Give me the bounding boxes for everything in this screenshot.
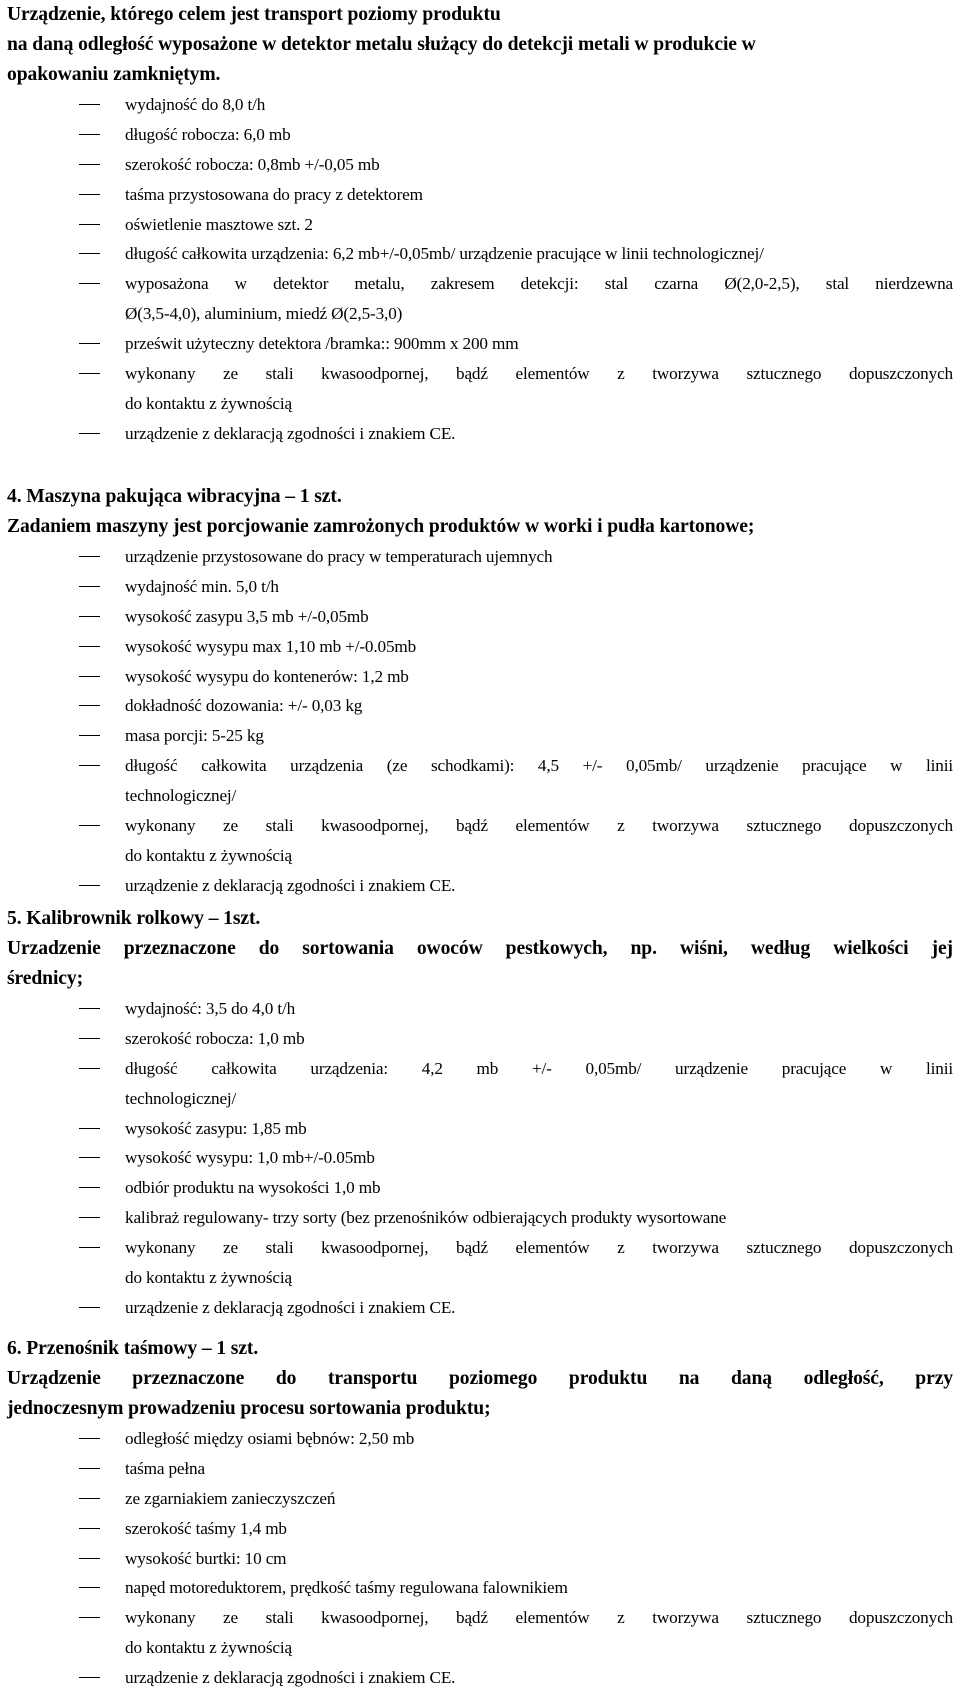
dash-bullet-icon [79,1558,100,1559]
list-item [7,1603,953,1663]
dash-bullet-icon [79,1307,100,1308]
dash-bullet-icon [79,616,100,617]
list-item [7,1663,953,1693]
dash-bullet-icon [79,194,100,195]
list-item [7,1114,953,1144]
dash-bullet-icon [79,1587,100,1588]
dash-bullet-icon [79,1468,100,1469]
section-description: Urzadzenie przeznaczone do sortowania owoców pestkowych, np. wiśni, według wielkości jej [7,938,953,959]
dash-bullet-icon [79,825,100,826]
dash-bullet-icon [79,1528,100,1529]
list-item [7,751,953,811]
intro-line: Urządzenie, którego celem jest transport poziomy produktu [7,4,501,25]
dash-bullet-icon [79,1157,100,1158]
list-item-text: wykonany ze stali kwasoodpornej, bądź elementów z tworzywa sztucznego dopuszczonych [125,1608,953,1628]
section-6 [7,1334,953,1693]
list-item-text: technologicznej/ [125,786,237,806]
list-item-text: taśma przystosowana do pracy z detektorem [125,184,423,204]
list-item-text: urządzenie przystosowane do pracy w temperaturach ujemnych [125,547,553,566]
list-item [7,329,953,359]
section-list [7,542,953,901]
section-heading: 6. Przenośnik taśmowy – 1 szt. [7,1338,259,1359]
dash-bullet-icon [79,373,100,374]
list-item-text: wykonany ze stali kwasoodpornej, bądź elementów z tworzywa sztucznego dopuszczonych [125,364,953,384]
list-item [7,359,953,419]
list-item-text: wyposażona w detektor metalu, zakresem detekcji: stal czarna Ø(2,0-2,5), stal nierdzewna [125,274,953,294]
list-item [7,1573,953,1603]
list-item [7,1454,953,1484]
list-item-text: wykonany ze stali kwasoodpornej, bądź elementów z tworzywa sztucznego dopuszczonych [125,816,953,836]
list-item [7,180,953,210]
list-item-text: szerokość robocza: 1,0 mb [125,1028,305,1048]
dash-bullet-icon [79,433,100,434]
list-item-text: Ø(3,5-4,0), aluminium, miedź Ø(2,5-3,0) [125,304,403,324]
list-item-text: taśma pełna [125,1458,205,1478]
intro-list [7,90,953,449]
dash-bullet-icon [79,1038,100,1039]
list-item-text: urządzenie z deklaracją zgodności i znakiem CE. [125,423,456,443]
list-item-text: długość robocza: 6,0 mb [125,124,291,144]
list-item [7,269,953,329]
dash-bullet-icon [79,1008,100,1009]
list-item [7,721,953,751]
list-item [7,1054,953,1114]
list-item [7,691,953,721]
list-item-text: odbiór produktu na wysokości 1,0 mb [125,1178,381,1198]
list-item [7,1293,953,1323]
list-item-text: wysokość burtki: 10 cm [125,1548,287,1568]
list-item [7,662,953,692]
dash-bullet-icon [79,556,100,557]
list-item [7,419,953,449]
dash-bullet-icon [79,164,100,165]
list-item [7,210,953,240]
list-item [7,1514,953,1544]
list-item-text: wysokość wysypu do kontenerów: 1,2 mb [125,666,409,686]
dash-bullet-icon [79,1498,100,1499]
list-item-text: oświetlenie masztowe szt. 2 [125,214,313,234]
section-description: średnicy; [7,968,84,989]
list-item-text: wysokość zasypu 3,5 mb +/-0,05mb [125,606,369,626]
list-item [7,1203,953,1233]
section-5 [7,904,953,1323]
dash-bullet-icon [79,1247,100,1248]
dash-bullet-icon [79,134,100,135]
dash-bullet-icon [79,1617,100,1618]
dash-bullet-icon [79,885,100,886]
section-description: Zadaniem maszyny jest porcjowanie zamrożonych produktów w worki i pudła kartonowe; [7,516,755,537]
list-item-text: długość całkowita urządzenia (ze schodkami): 4,5 +/- 0,05mb/ urządzenie pracujące w linii [125,756,953,776]
dash-bullet-icon [79,1438,100,1439]
list-item-text: szerokość robocza: 0,8mb +/-0,05 mb [125,154,380,174]
list-item-text: kalibraż regulowany- trzy sorty (bez przenośników odbierających produkty wysortowane [125,1208,727,1228]
list-item [7,120,953,150]
section-description: Urządzenie przeznaczone do transportu poziomego produktu na daną odległość, przy [7,1368,953,1389]
dash-bullet-icon [79,1217,100,1218]
intro-section [7,0,953,449]
dash-bullet-icon [79,224,100,225]
list-item-text: wykonany ze stali kwasoodpornej, bądź elementów z tworzywa sztucznego dopuszczonych [125,1238,953,1258]
list-item-text: urządzenie z deklaracją zgodności i znakiem CE. [125,1297,456,1317]
list-item-text: do kontaktu z żywnością [125,1268,292,1288]
list-item-text: urządzenie z deklaracją zgodności i znakiem CE. [125,1668,456,1688]
list-item-text: prześwit użyteczny detektora /bramka:: 900mm x 200 mm [125,334,519,354]
dash-bullet-icon [79,1187,100,1188]
dash-bullet-icon [79,765,100,766]
section-list [7,1424,953,1693]
intro-line: na daną odległość wyposażone w detektor metalu służący do detekcji metali w produkcie w [7,34,756,55]
dash-bullet-icon [79,343,100,344]
section-heading: 4. Maszyna pakująca wibracyjna – 1 szt. [7,486,342,507]
list-item-text: ze zgarniakiem zanieczyszczeń [125,1488,336,1508]
list-item [7,1424,953,1454]
list-item [7,1024,953,1054]
list-item-text: wydajność do 8,0 t/h [125,95,266,114]
dash-bullet-icon [79,1677,100,1678]
list-item-text: do kontaktu z żywnością [125,845,292,865]
list-item-text: technologicznej/ [125,1088,237,1108]
section-4 [7,482,953,901]
section-description: jednoczesnym prowadzeniu procesu sortowania produktu; [7,1398,491,1419]
section-heading: 5. Kalibrownik rolkowy – 1szt. [7,908,261,929]
list-item-text: wysokość wysypu max 1,10 mb +/-0.05mb [125,636,417,656]
list-item-text: wydajność: 3,5 do 4,0 t/h [125,999,296,1018]
list-item [7,150,953,180]
list-item [7,632,953,662]
list-item-text: długość całkowita urządzenia: 4,2 mb +/- 0,05mb/ urządzenie pracujące w linii [125,1058,953,1078]
list-item-text: napęd motoreduktorem, prędkość taśmy regulowana falownikiem [125,1578,568,1598]
list-item [7,1143,953,1173]
list-item-text: masa porcji: 5-25 kg [125,726,264,746]
list-item [7,811,953,871]
list-item-text: wydajność min. 5,0 t/h [125,576,279,596]
dash-bullet-icon [79,646,100,647]
list-item [7,542,953,572]
list-item [7,1173,953,1203]
list-item-text: urządzenie z deklaracją zgodności i znakiem CE. [125,875,456,895]
dash-bullet-icon [79,676,100,677]
list-item [7,1484,953,1514]
dash-bullet-icon [79,705,100,706]
list-item [7,602,953,632]
list-item-text: dokładność dozowania: +/- 0,03 kg [125,696,363,716]
list-item [7,572,953,602]
list-item [7,1233,953,1293]
list-item [7,871,953,901]
list-item-text: wysokość zasypu: 1,85 mb [125,1118,307,1138]
intro-line: opakowaniu zamkniętym. [7,64,221,85]
dash-bullet-icon [79,283,100,284]
list-item-text: szerokość taśmy 1,4 mb [125,1518,287,1538]
list-item [7,1544,953,1574]
list-item [7,239,953,269]
dash-bullet-icon [79,1128,100,1129]
dash-bullet-icon [79,735,100,736]
list-item [7,994,953,1024]
list-item-text: do kontaktu z żywnością [125,1638,292,1658]
dash-bullet-icon [79,253,100,254]
dash-bullet-icon [79,104,100,105]
section-list [7,994,953,1323]
list-item-text: odległość między osiami bębnów: 2,50 mb [125,1429,415,1448]
list-item-text: długość całkowita urządzenia: 6,2 mb+/-0,05mb/ urządzenie pracujące w linii technologicznej/ [125,244,764,264]
list-item [7,90,953,120]
dash-bullet-icon [79,586,100,587]
list-item-text: do kontaktu z żywnością [125,393,292,413]
list-item-text: wysokość wysypu: 1,0 mb+/-0.05mb [125,1148,375,1168]
dash-bullet-icon [79,1068,100,1069]
